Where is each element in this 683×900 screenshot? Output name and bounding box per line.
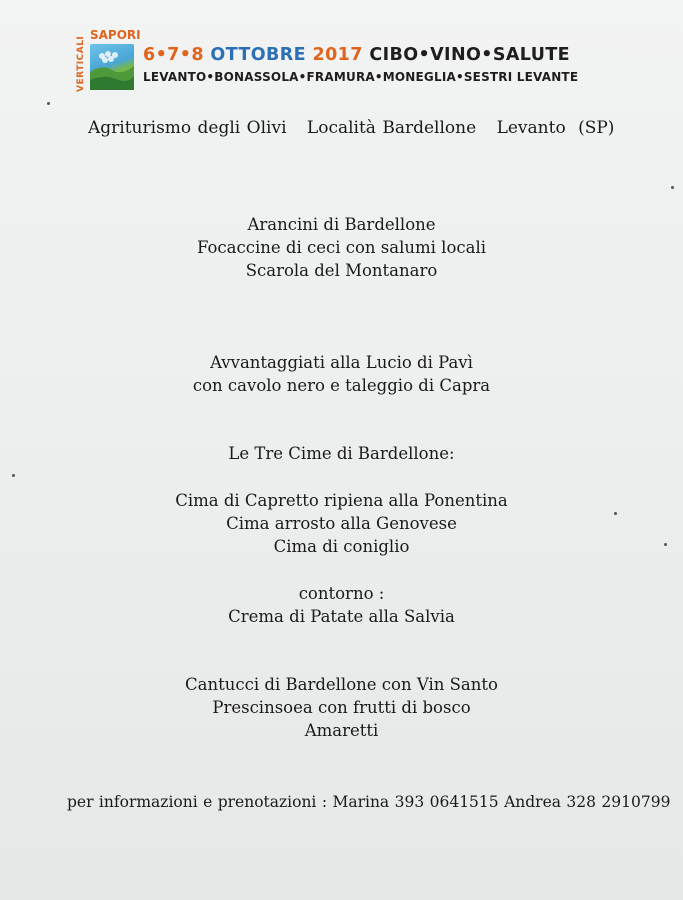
event-places: LEVANTO•BONASSOLA•FRAMURA•MONEGLIA•SESTRI LEVANTE — [143, 70, 579, 84]
event-theme: CIBO•VINO•SALUTE — [369, 45, 571, 65]
menu-item: Arancini di Bardellone — [247, 215, 436, 234]
primo-section — [0, 351, 683, 397]
menu-item: Prescinsoea con frutti di bosco — [212, 698, 471, 717]
venue-line — [88, 118, 628, 138]
menu-item: Amaretti — [304, 721, 379, 740]
menu-item: Cima di Capretto ripiena alla Ponentina — [175, 491, 508, 510]
secondi-section — [0, 489, 683, 558]
event-month: OTTOBRE — [210, 45, 307, 65]
paper-speck — [12, 474, 15, 477]
menu-item: Cima di coniglio — [273, 537, 410, 556]
event-year: 2017 — [312, 45, 363, 65]
logo-landscape-icon — [90, 44, 134, 90]
paper-speck — [664, 543, 667, 546]
menu-item: Avvantaggiati alla Lucio di Pavì — [210, 353, 473, 372]
event-dates: 6•7•8 — [143, 45, 204, 65]
logo-top-text: SAPORI — [90, 28, 141, 42]
venue-province: (SP) — [578, 118, 615, 138]
paper-speck — [47, 102, 50, 105]
paper-speck — [671, 186, 674, 189]
menu-item: Cantucci di Bardellone con Vin Santo — [185, 675, 498, 694]
section-heading: contorno : — [298, 584, 385, 603]
venue-name: Agriturismo degli Olivi — [88, 118, 287, 138]
menu-item: Cima arrosto alla Genovese — [226, 514, 457, 533]
antipasti-section — [0, 213, 683, 282]
contact-info: per informazioni e prenotazioni : Marina 393 0641515 Andrea 328 2910799 — [67, 793, 671, 811]
contorno-section — [0, 582, 683, 628]
menu-item: con cavolo nero e taleggio di Capra — [192, 376, 491, 395]
menu-item: Focaccine di ceci con salumi locali — [196, 238, 487, 257]
section-heading: Le Tre Cime di Bardellone: — [228, 444, 455, 463]
paper-speck — [614, 512, 617, 515]
menu-item: Crema di Patate alla Salvia — [228, 607, 455, 626]
menu-item: Scarola del Montanaro — [245, 261, 438, 280]
venue-town: Levanto — [496, 118, 566, 138]
secondi-title — [0, 442, 683, 465]
dolci-section — [0, 673, 683, 742]
venue-locality: Località Bardellone — [306, 118, 477, 138]
event-title — [143, 45, 570, 65]
logo-side-text: VERTICALI — [76, 35, 86, 92]
event-logo — [76, 28, 141, 92]
